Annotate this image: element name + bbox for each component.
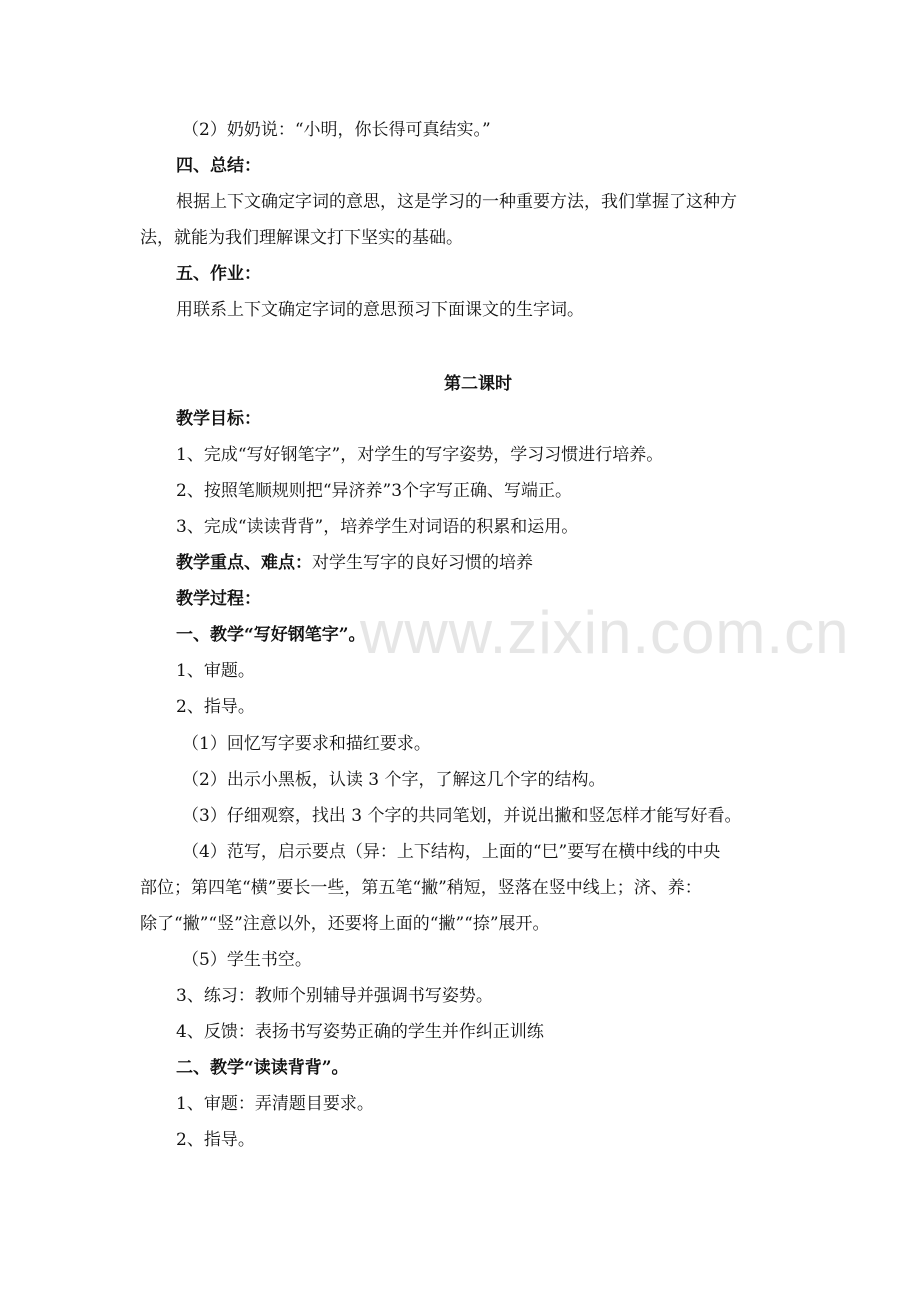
text-line: 部位；第四笔“横”要长一些，第五笔“撇”稍短，竖落在竖中线上；济、养： <box>140 878 702 898</box>
text-line: （2）奶奶说：“小明，你长得可真结实。” <box>182 120 491 140</box>
subsection-heading: 一、教学“写好钢笔字”。 <box>176 625 366 645</box>
section-heading-process: 教学过程： <box>176 589 261 609</box>
text-line: （4）范写，启示要点（异：上下结构，上面的“巳”要写在横中线的中央 <box>182 842 721 862</box>
key-points-line <box>176 551 816 575</box>
text-line: 1、审题。 <box>176 661 255 681</box>
key-points-text: 对学生写字的良好习惯的培养 <box>312 553 533 573</box>
text-line: 1、审题：弄清题目要求。 <box>176 1094 374 1114</box>
watermark: www.zixin.com.cn <box>360 599 850 666</box>
text-line: 法，就能为我们理解课文打下坚实的基础。 <box>140 228 463 248</box>
lesson-title: 第二课时 <box>444 374 512 394</box>
text-line: 2、指导。 <box>176 697 255 717</box>
text-line: （3）仔细观察，找出 3 个字的共同笔划，并说出撇和竖怎样才能写好看。 <box>182 806 742 826</box>
subsection-heading: 二、教学“读读背背”。 <box>176 1058 349 1078</box>
key-points-label: 教学重点、难点： <box>176 553 312 573</box>
text-line: 除了“撇”“竖”注意以外，还要将上面的“撇”“捺”展开。 <box>140 914 550 934</box>
objective-item: 1、完成“写好钢笔字”，对学生的写字姿势，学习习惯进行培养。 <box>176 445 664 465</box>
text-line: （2）出示小黑板，认读 3 个字，了解这几个字的结构。 <box>182 770 606 790</box>
text-line: （1）回忆写字要求和描红要求。 <box>182 734 431 754</box>
objective-item: 2、按照笔顺规则把“异济养”3个字写正确、写端正。 <box>176 481 573 501</box>
section-heading-summary: 四、总结： <box>176 156 261 176</box>
text-line: 用联系上下文确定字词的意思预习下面课文的生字词。 <box>176 300 584 320</box>
text-line: （5）学生书空。 <box>182 950 312 970</box>
section-heading-homework: 五、作业： <box>176 264 261 284</box>
section-heading-objectives: 教学目标： <box>176 409 261 429</box>
objective-item: 3、完成“读读背背”，培养学生对词语的积累和运用。 <box>176 517 579 537</box>
text-line: 根据上下文确定字词的意思，这是学习的一种重要方法，我们掌握了这种方 <box>176 192 737 212</box>
text-line: 4、反馈：表扬书写姿势正确的学生并作纠正训练 <box>176 1022 544 1042</box>
text-line: 3、练习：教师个别辅导并强调书写姿势。 <box>176 986 493 1006</box>
text-line: 2、指导。 <box>176 1130 255 1150</box>
